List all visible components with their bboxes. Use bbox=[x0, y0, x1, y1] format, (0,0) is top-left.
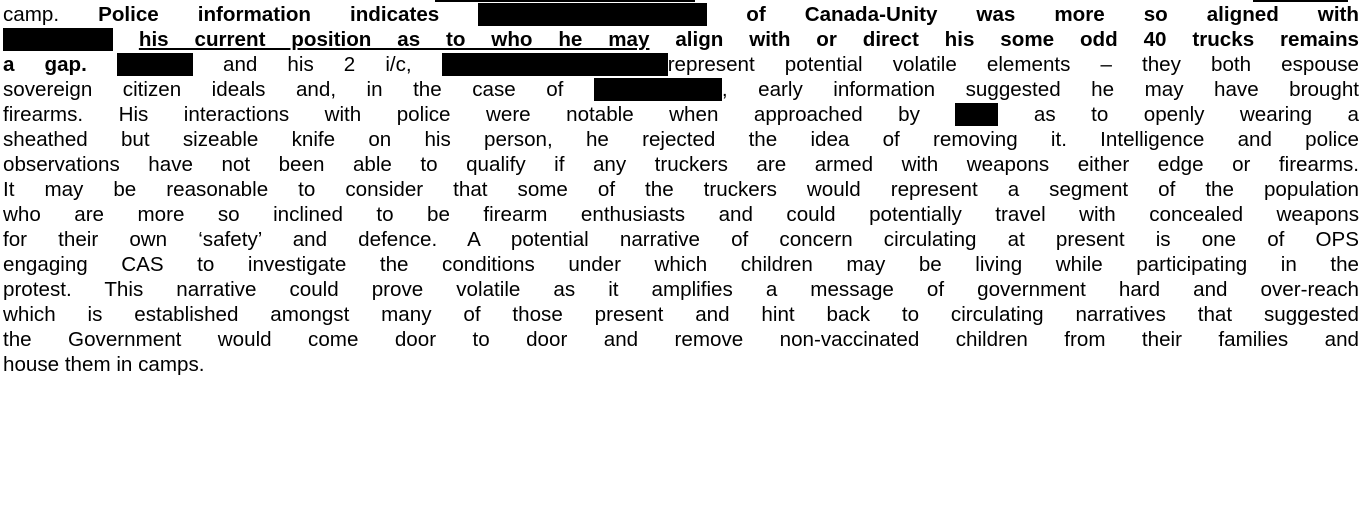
text-line bbox=[3, 302, 1359, 327]
text-segment: who are more so inclined to be firearm enthusiasts and could potentially travel with concealed weapons bbox=[3, 203, 1359, 226]
text-line bbox=[3, 27, 1359, 52]
text-line bbox=[3, 102, 1359, 127]
text-line bbox=[3, 277, 1359, 302]
text-segment: sovereign citizen ideals and, in the case of bbox=[3, 78, 594, 101]
text-line bbox=[3, 227, 1359, 252]
text-line bbox=[3, 2, 1359, 27]
text-segment bbox=[113, 28, 139, 51]
text-segment: represent potential volatile elements – they both espouse bbox=[667, 53, 1359, 76]
text-line bbox=[3, 52, 1359, 77]
text-segment: a gap. bbox=[3, 53, 117, 76]
text-segment: his current position as to who he may bbox=[138, 28, 650, 51]
text-line bbox=[3, 152, 1359, 177]
text-line bbox=[3, 127, 1359, 152]
text-line bbox=[3, 252, 1359, 277]
text-line bbox=[3, 352, 1359, 377]
text-line bbox=[3, 327, 1359, 352]
text-segment: observations have not been able to qualify if any truckers are armed with weapons either edge or firearms. bbox=[3, 153, 1359, 176]
text-segment: of Canada-Unity was more so aligned with bbox=[707, 3, 1359, 26]
redaction-block bbox=[442, 53, 668, 76]
text-segment: , early information suggested he may have brought bbox=[721, 78, 1359, 101]
text-line bbox=[3, 77, 1359, 102]
text-segment: which is established amongst many of those present and hint back to circulating narratives that suggested bbox=[3, 303, 1359, 326]
text-line bbox=[3, 202, 1359, 227]
text-segment: the Government would come door to door and remove non-vaccinated children from their families and bbox=[3, 328, 1359, 351]
text-segment: as to openly wearing a bbox=[998, 103, 1359, 126]
redaction-block bbox=[594, 78, 722, 101]
text-segment: It may be reasonable to consider that some of the truckers would represent a segment of the population bbox=[3, 178, 1359, 201]
redaction-block bbox=[478, 3, 707, 26]
redaction-block bbox=[117, 53, 193, 76]
redaction-block bbox=[3, 28, 113, 51]
text-segment: house them in camps. bbox=[3, 353, 205, 376]
text-segment: camp. bbox=[3, 3, 99, 26]
text-segment: for their own ‘safety’ and defence. A potential narrative of concern circulating at present is one of OPS bbox=[3, 228, 1359, 251]
text-segment: align with or direct his some odd 40 trucks remains bbox=[649, 28, 1359, 51]
text-segment: sheathed but sizeable knife on his person, he rejected the idea of removing it. Intelligence and police bbox=[3, 128, 1359, 151]
text-segment: Police information indicates bbox=[98, 3, 479, 26]
text-segment: protest. This narrative could prove volatile as it amplifies a message of government hard and over-reach bbox=[3, 278, 1359, 301]
text-segment: and his 2 i/c, bbox=[192, 53, 442, 76]
text-line bbox=[3, 177, 1359, 202]
text-segment: firearms. His interactions with police were notable when approached by bbox=[3, 103, 956, 126]
text-segment: engaging CAS to investigate the conditions under which children may be living while participating in the bbox=[3, 253, 1359, 276]
redaction-block bbox=[955, 103, 998, 126]
